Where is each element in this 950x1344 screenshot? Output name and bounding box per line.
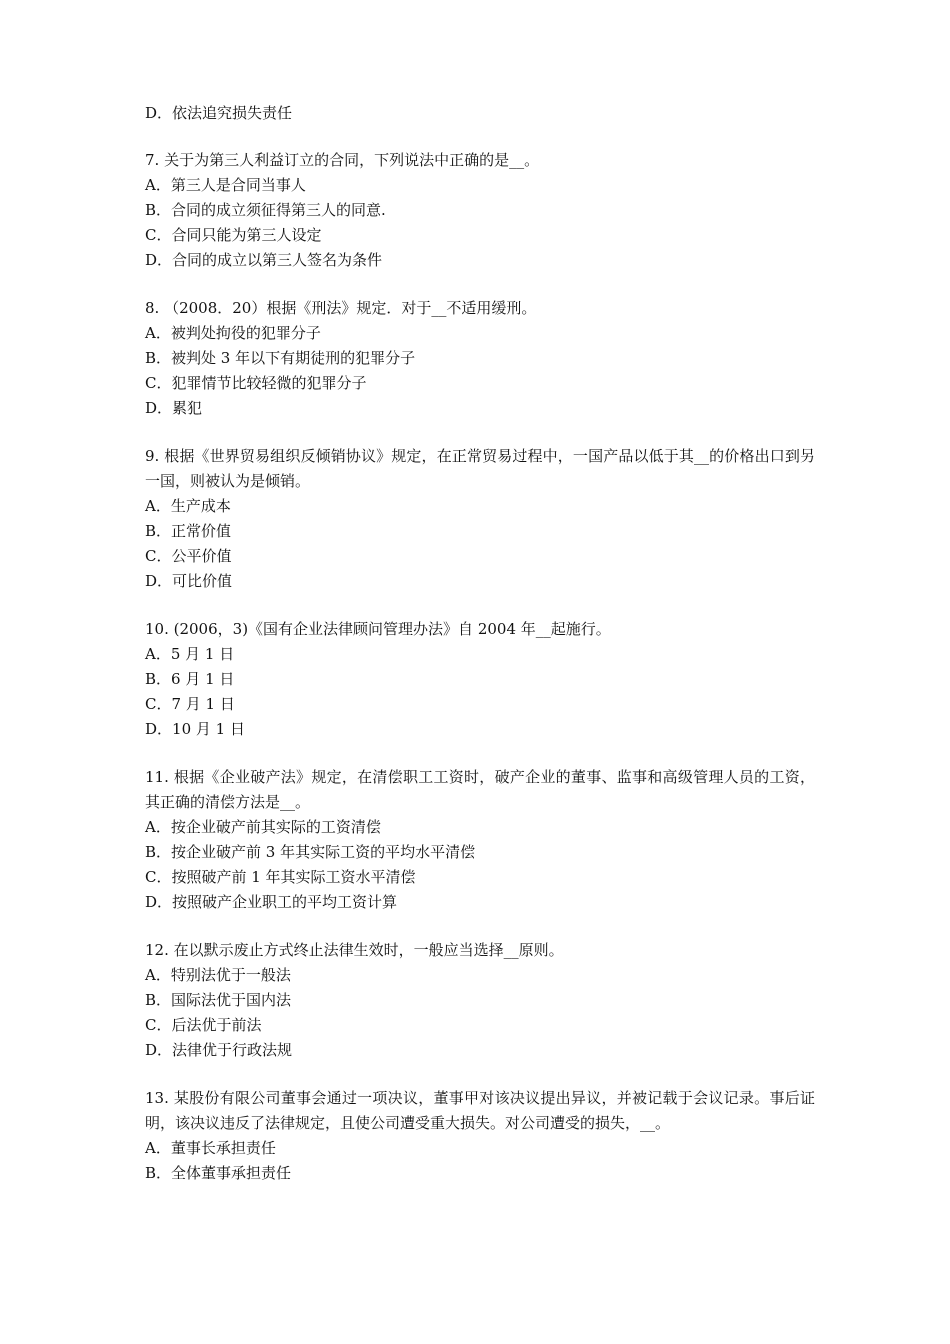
option-c: C．7 月 1 日 (145, 695, 235, 713)
option-c: C．合同只能为第三人设定 (145, 226, 322, 244)
option-c: C．后法优于前法 (145, 1016, 262, 1034)
option-b: B．6 月 1 日 (145, 670, 235, 688)
option-a: A．董事长承担责任 (145, 1139, 276, 1157)
option-b: B．正常价值 (145, 522, 232, 540)
question-stem: 8. （2008．20）根据《刑法》规定．对于__不适用缓刑。 (145, 299, 537, 317)
option-a: A．按企业破产前其实际的工资清偿 (145, 818, 381, 836)
question-12 (145, 938, 815, 1063)
question-8 (145, 296, 815, 421)
option-b: B．被判处 3 年以下有期徒刑的犯罪分子 (145, 349, 416, 367)
option-a: A．特别法优于一般法 (145, 966, 291, 984)
option-a: A．5 月 1 日 (145, 645, 235, 663)
option-d: D．可比价值 (145, 572, 233, 590)
question-stem: 10. (2006，3)《国有企业法律顾问管理办法》自 2004 年__起施行。 (145, 620, 611, 638)
document-page (145, 101, 815, 1186)
question-13 (145, 1086, 815, 1186)
option-b: B．按企业破产前 3 年其实际工资的平均水平清偿 (145, 843, 476, 861)
option-d: D．按照破产企业职工的平均工资计算 (145, 893, 398, 911)
spacer (145, 126, 815, 148)
option-b: B．国际法优于国内法 (145, 991, 292, 1009)
option-d: D．法律优于行政法规 (145, 1041, 293, 1059)
option-c: C．公平价值 (145, 547, 232, 565)
option-d: D．10 月 1 日 (145, 720, 245, 738)
question-11 (145, 765, 815, 915)
option-d: D．累犯 (145, 399, 203, 417)
option-a: A．生产成本 (145, 497, 231, 515)
option-b: B．合同的成立须征得第三人的同意. (145, 201, 386, 219)
question-9 (145, 444, 815, 594)
previous-question-option-d: D．依法追究损失责任 (145, 104, 293, 122)
option-c: C．犯罪情节比较轻微的犯罪分子 (145, 374, 367, 392)
question-10 (145, 617, 815, 742)
question-7 (145, 148, 815, 273)
option-a: A．被判处拘役的犯罪分子 (145, 324, 321, 342)
option-c: C．按照破产前 1 年其实际工资水平清偿 (145, 868, 416, 886)
question-stem: 9. 根据《世界贸易组织反倾销协议》规定，在正常贸易过程中，一国产品以低于其__的价格出口到另一国，则被认为是倾销。 (145, 447, 815, 490)
question-stem: 11. 根据《企业破产法》规定，在清偿职工工资时，破产企业的董事、监事和高级管理人员的工资，其正确的清偿方法是__。 (145, 768, 815, 811)
question-stem: 7. 关于为第三人利益订立的合同，下列说法中正确的是__。 (145, 151, 540, 169)
option-b: B．全体董事承担责任 (145, 1164, 292, 1182)
question-stem: 13. 某股份有限公司董事会通过一项决议，董事甲对该决议提出异议，并被记载于会议记录。事后证明，该决议违反了法律规定，且使公司遭受重大损失。对公司遭受的损失，__。 (145, 1089, 815, 1132)
option-d: D．合同的成立以第三人签名为条件 (145, 251, 383, 269)
question-stem: 12. 在以默示废止方式终止法律生效时，一般应当选择__原则。 (145, 941, 564, 959)
option-a: A．第三人是合同当事人 (145, 176, 306, 194)
